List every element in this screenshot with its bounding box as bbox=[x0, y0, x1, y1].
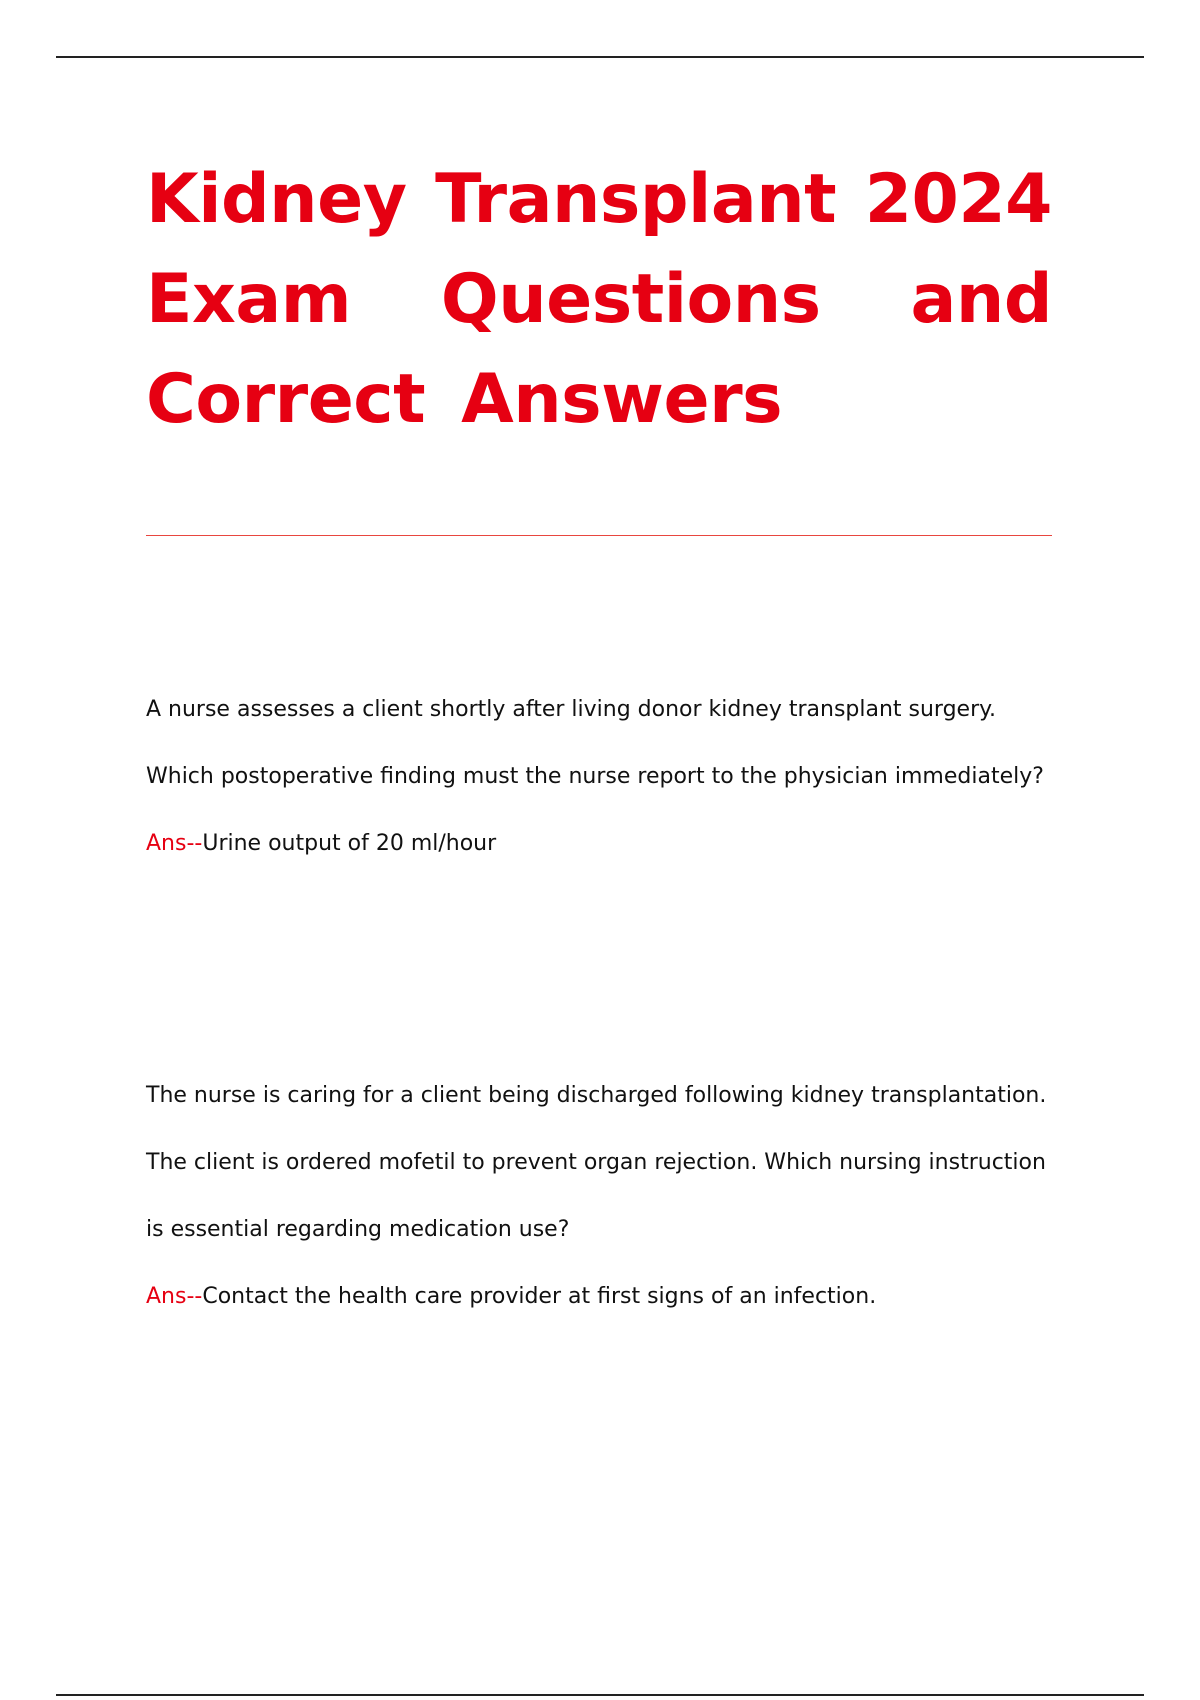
title-word: 2024 bbox=[864, 160, 1052, 239]
question-text: A nurse assesses a client shortly after living donor kidney transplant surgery. Which postoperative finding must the nurse report to the physician immediately? bbox=[146, 697, 1044, 789]
title-word: Transplant bbox=[435, 160, 837, 239]
title-divider bbox=[146, 535, 1052, 536]
title-line-2 bbox=[146, 250, 1052, 350]
qa-item-1 bbox=[146, 676, 1056, 864]
answer-text: Contact the health care provider at first signs of an infection. bbox=[202, 1284, 877, 1309]
title-word: Correct bbox=[146, 360, 426, 439]
header-rule bbox=[56, 56, 1144, 58]
qa-item-2 bbox=[146, 1062, 1056, 1317]
answer-line bbox=[146, 824, 1056, 864]
answer-label: Ans-- bbox=[146, 1284, 203, 1309]
title-word: Exam bbox=[146, 260, 352, 339]
title-line-3 bbox=[146, 350, 1052, 450]
title-word: Questions bbox=[440, 260, 821, 339]
title-word: and bbox=[910, 260, 1052, 339]
document-title bbox=[146, 150, 1052, 450]
answer-label: Ans-- bbox=[146, 831, 203, 856]
question-text: The nurse is caring for a client being discharged following kidney transplantation. The client is ordered mofetil to prevent organ rejection. Which nursing instruction is essential regarding medication use? bbox=[146, 1083, 1047, 1242]
answer-text: Urine output of 20 ml/hour bbox=[202, 831, 497, 856]
answer-line bbox=[146, 1277, 1056, 1317]
title-line-1 bbox=[146, 150, 1052, 250]
footer-rule bbox=[56, 1694, 1144, 1696]
title-word: Kidney bbox=[146, 160, 407, 239]
title-word: Answers bbox=[461, 360, 783, 439]
